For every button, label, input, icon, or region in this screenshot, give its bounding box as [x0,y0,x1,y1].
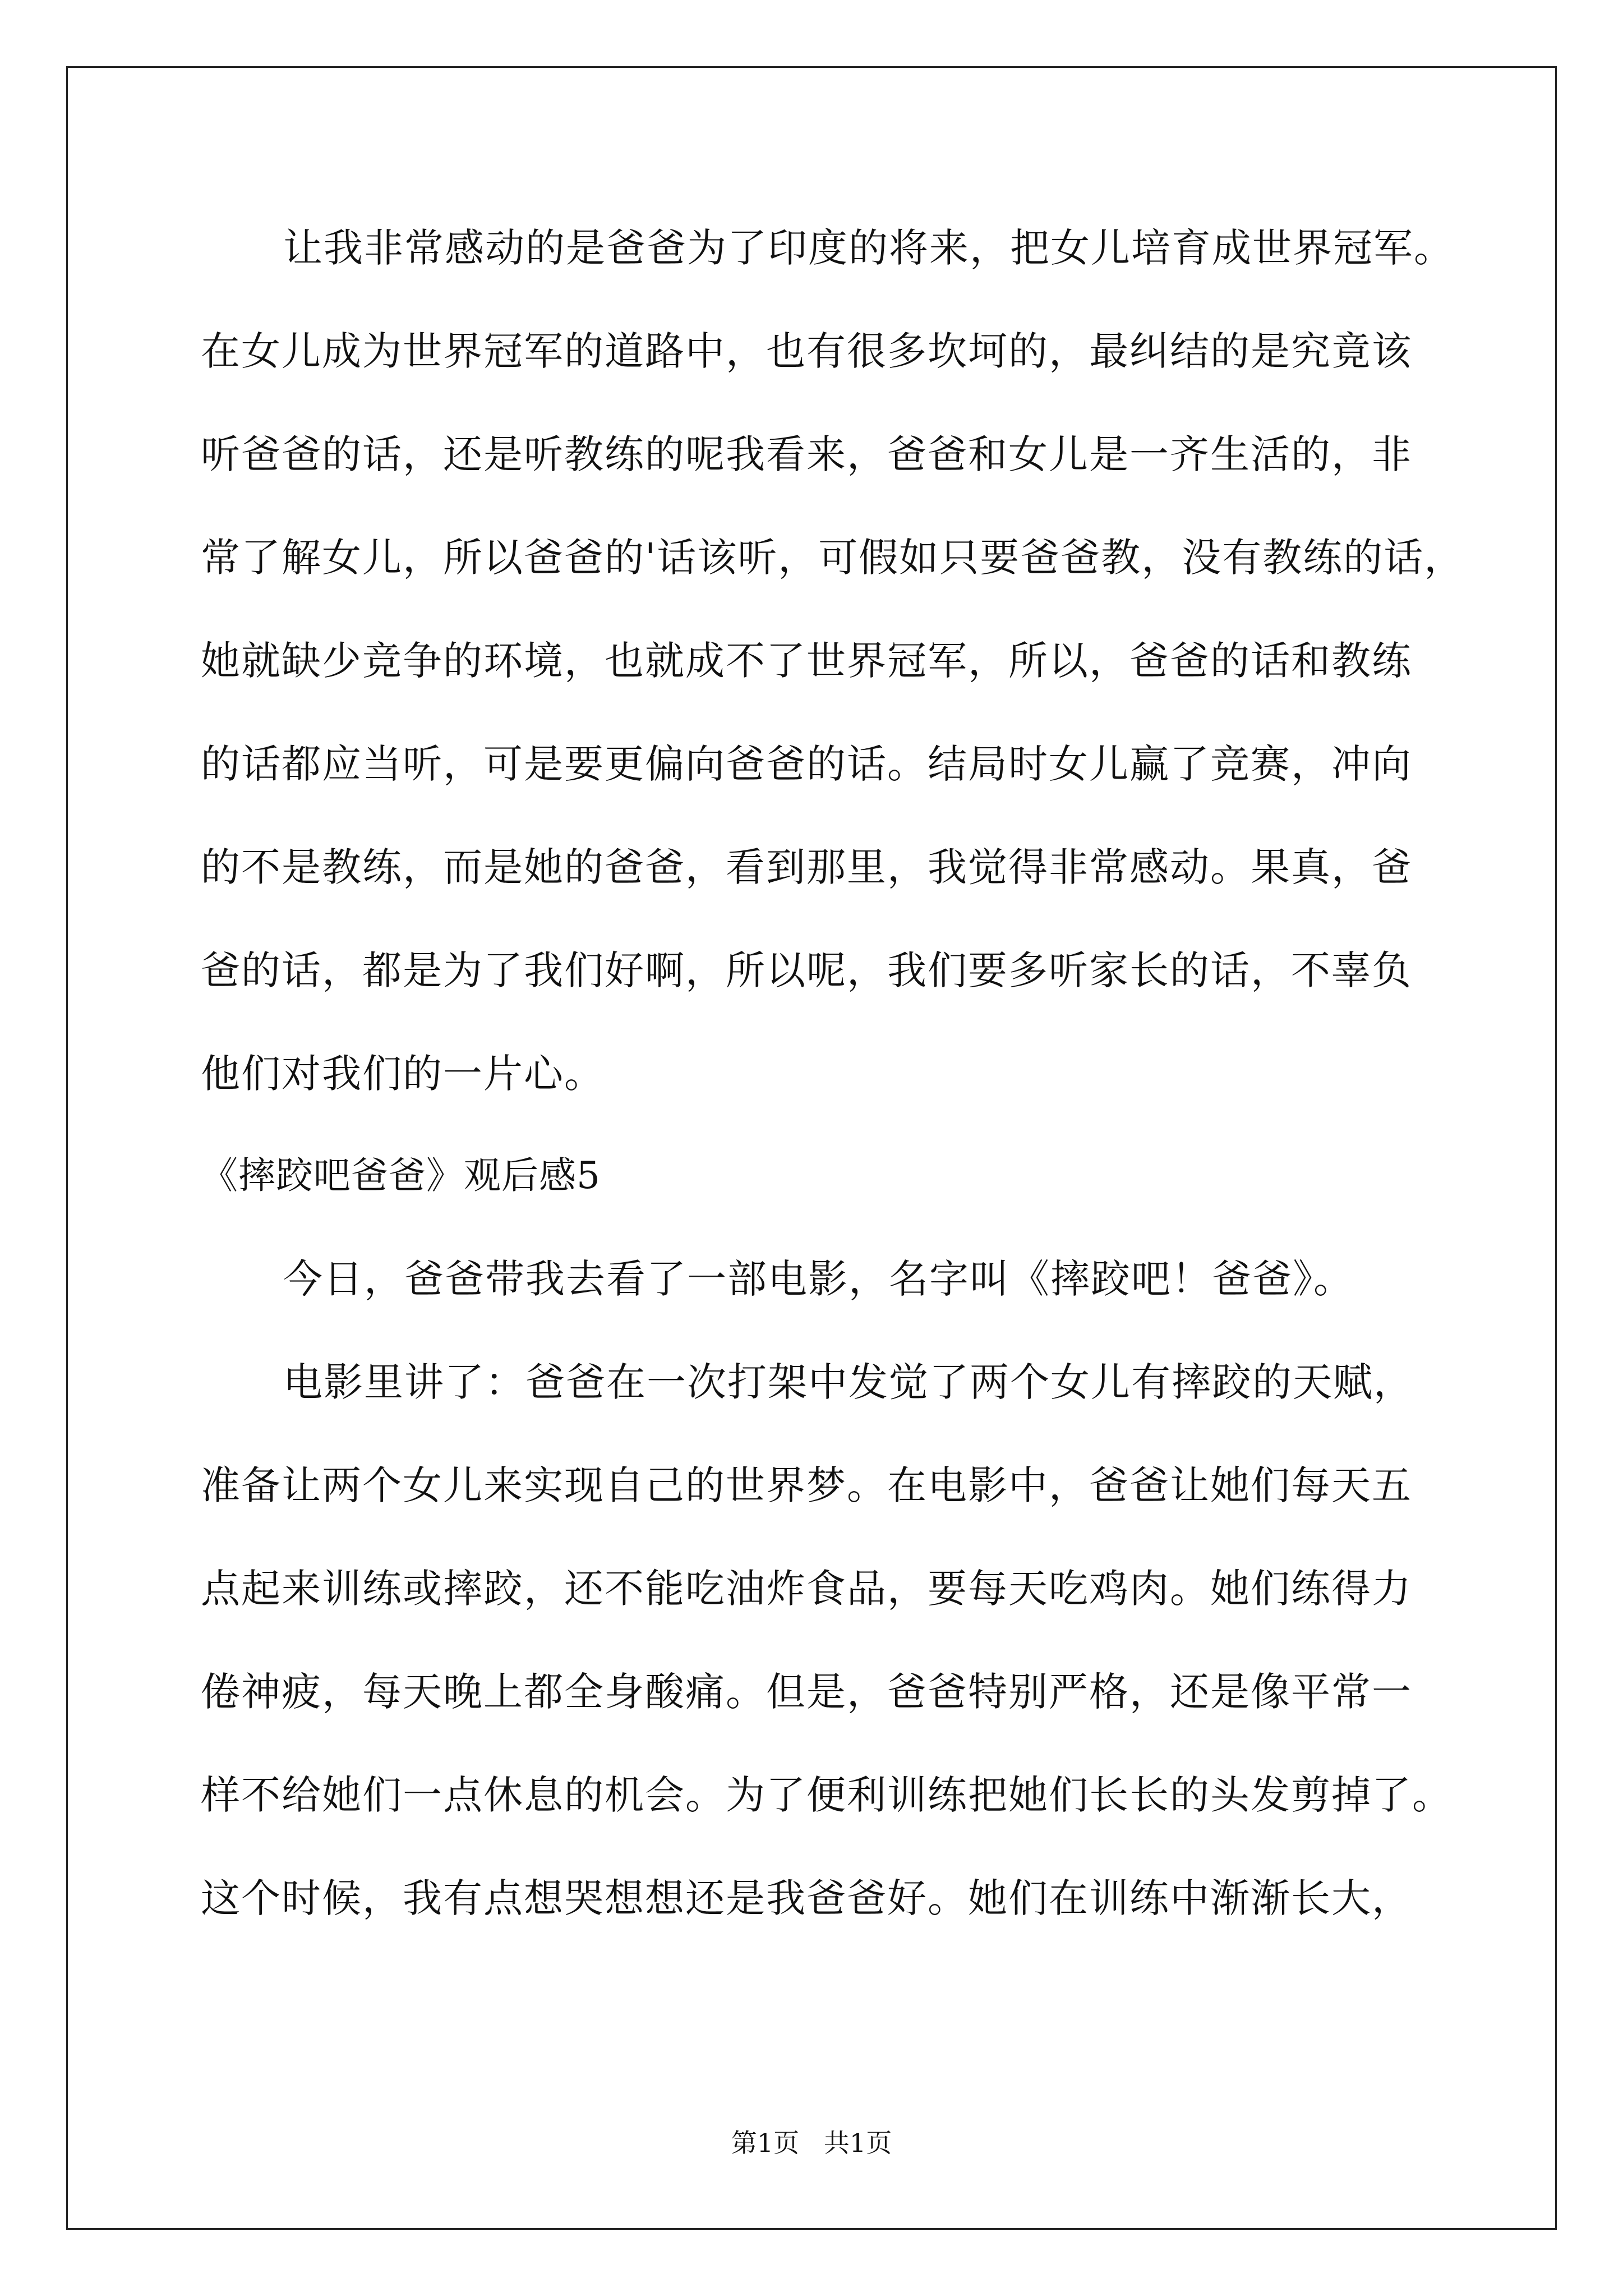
text-line: 爸的话，都是为了我们好啊，所以呢，我们要多听家长的话，不辜负 [201,947,1412,993]
text-line: 准备让两个女儿来实现自己的世界梦。在电影中，爸爸让她们每天五 [201,1462,1412,1508]
page-number-footer: 第1页 共1页 [731,2128,892,2158]
text-line: 样不给她们一点休息的机会。为了便利训练把她们长长的头发剪掉了。 [201,1772,1453,1818]
text-line: 在女儿成为世界冠军的道路中，也有很多坎坷的，最纠结的是究竟该 [201,328,1412,374]
text-line: 常了解女儿，所以爸爸的'话该听，可假如只要爸爸教，没有教练的话， [201,535,1465,581]
text-line: 今日，爸爸带我去看了一部电影，名字叫《摔跤吧！爸爸》。 [283,1256,1354,1302]
text-line: 电影里讲了：爸爸在一次打架中发觉了两个女儿有摔跤的天赋， [283,1359,1414,1405]
text-line: 让我非常感动的是爸爸为了印度的将来，把女儿培育成世界冠军。 [283,225,1454,271]
text-line: 点起来训练或摔跤，还不能吃油炸食品，要每天吃鸡肉。她们练得力 [201,1566,1412,1612]
text-line: 的话都应当听，可是要更偏向爸爸的话。结局时女儿赢了竞赛，冲向 [201,741,1412,787]
text-line: 他们对我们的一片心。 [201,1051,605,1097]
text-line: 这个时候，我有点想哭想想还是我爸爸好。她们在训练中渐渐长大， [201,1875,1412,1921]
text-line: 她就缺少竞争的环境，也就成不了世界冠军，所以，爸爸的话和教练 [201,638,1412,684]
section-heading: 《摔跤吧爸爸》观后感5 [201,1154,601,1197]
text-line: 倦神疲，每天晚上都全身酸痛。但是，爸爸特别严格，还是像平常一 [201,1669,1412,1715]
text-line: 听爸爸的话，还是听教练的呢我看来，爸爸和女儿是一齐生活的，非 [201,431,1412,477]
text-line: 的不是教练，而是她的爸爸，看到那里，我觉得非常感动。果真，爸 [201,844,1412,890]
